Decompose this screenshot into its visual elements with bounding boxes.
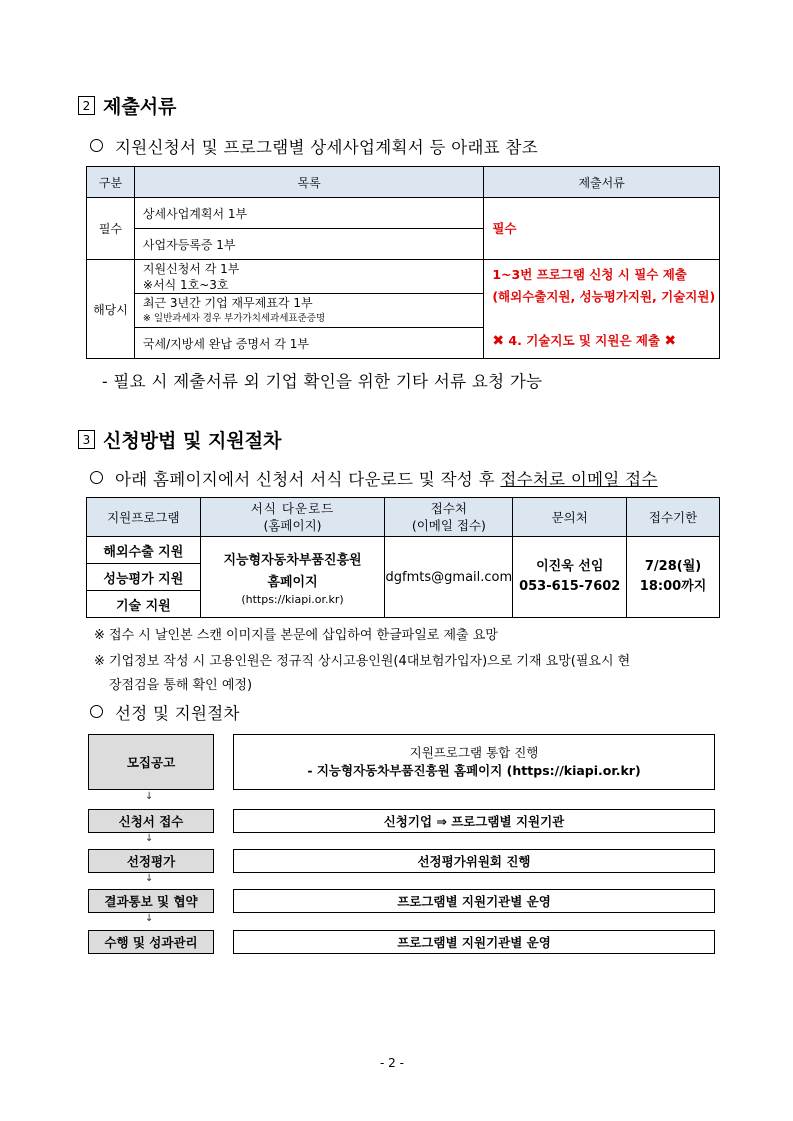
submission-applicable: 1~3번 프로그램 신청 시 필수 제출 (해외수출지원, 성능평가지원, 기술지원) ✖ 4. 기술지도 및 지원은 제출 ✖ xyxy=(484,260,720,359)
section-2-bullet: 지원신청서 및 프로그램별 상세사업계획서 등 아래표 참조 xyxy=(90,134,538,158)
flow-step-notification: 결과통보 및 협약 xyxy=(88,889,214,913)
email-cell[interactable]: dgfmts@gmail.com xyxy=(385,537,513,618)
flow-desc-evaluation: 선정평가위원회 진행 xyxy=(233,849,715,873)
bullet-circle-icon xyxy=(90,705,103,718)
table-header-row xyxy=(87,167,720,198)
list-item: 지원신청서 각 1부 ※서식 1호~3호 xyxy=(134,260,483,294)
flow-step-performance: 수행 및 성과관리 xyxy=(88,930,214,954)
list-item: 상세사업계획서 1부 xyxy=(134,198,483,229)
section-number-box: 3 xyxy=(78,430,95,449)
arrow-down-icon: ↓ xyxy=(145,873,154,884)
header-list: 목록 xyxy=(134,167,483,198)
page-number: - 2 - xyxy=(380,1056,404,1070)
table-row xyxy=(87,198,720,229)
flow-step-application: 신청서 접수 xyxy=(88,809,214,833)
table-header-row xyxy=(87,498,720,537)
flow-desc-application: 신청기업 ⇒ 프로그램별 지원기관 xyxy=(233,809,715,833)
flow-desc-announcement: 지원프로그램 통합 진행 - 지능형자동차부품진흥원 홈페이지 (https://kiapi.or.kr) xyxy=(233,734,715,790)
category-required: 필수 xyxy=(87,198,135,260)
header-submission: 제출서류 xyxy=(484,167,720,198)
homepage-link[interactable]: (https://kiapi.or.kr) xyxy=(241,592,344,606)
section-title-text: 신청방법 및 지원절차 xyxy=(103,430,282,452)
header-download: 서식 다운로드 (홈페이지) xyxy=(200,498,385,537)
note-2: ※ 기업정보 작성 시 고용인원은 정규직 상시고용인원(4대보험가입자)으로 기재 요망(필요시 현 장점검을 통해 확인 예정) xyxy=(94,654,631,693)
header-program: 지원프로그램 xyxy=(87,498,201,537)
bullet-circle-icon xyxy=(90,471,103,484)
x-mark-icon: ✖ xyxy=(664,333,677,349)
contact-cell: 이진욱 선임 053-615-7602 xyxy=(513,537,627,618)
flow-step-evaluation: 선정평가 xyxy=(88,849,214,873)
arrow-down-icon: ↓ xyxy=(145,913,154,924)
flow-desc-performance: 프로그램별 지원기관별 운영 xyxy=(233,930,715,954)
section-3-title xyxy=(78,426,281,453)
header-contact: 문의처 xyxy=(513,498,627,537)
download-cell: 지능형자동차부품진흥원 홈페이지 (https://kiapi.or.kr) xyxy=(200,537,385,618)
table-row xyxy=(87,260,720,294)
category-applicable: 해당시 xyxy=(87,260,135,359)
deadline-cell: 7/28(월) 18:00까지 xyxy=(627,537,720,618)
program-cell: 기술 지원 xyxy=(87,591,201,618)
bullet-circle-icon xyxy=(90,139,103,152)
section-number-box: 2 xyxy=(78,96,95,115)
header-receipt: 접수처 (이메일 접수) xyxy=(385,498,513,537)
list-item: 사업자등록증 1부 xyxy=(134,229,483,260)
documents-table xyxy=(86,166,720,359)
arrow-down-icon: ↓ xyxy=(145,833,154,844)
list-item: 최근 3년간 기업 재무제표각 1부 ※ 일반과세자 경우 부가가치세과세표준증명 xyxy=(134,294,483,328)
program-cell: 해외수출 지원 xyxy=(87,537,201,564)
section-2-footnote: - 필요 시 제출서류 외 기업 확인을 위한 기타 서류 요청 가능 xyxy=(102,372,543,391)
table-row xyxy=(87,537,720,564)
section-title-text: 제출서류 xyxy=(103,96,177,118)
header-deadline: 접수기한 xyxy=(627,498,720,537)
note-1: ※ 접수 시 날인본 스캔 이미지를 본문에 삽입하여 한글파일로 제출 요망 xyxy=(94,628,498,643)
flow-step-announcement: 모집공고 xyxy=(88,734,214,790)
arrow-down-icon: ↓ xyxy=(145,791,154,802)
section-3-bullet-2: 선정 및 지원절차 xyxy=(90,700,240,724)
list-item: 국세/지방세 완납 증명서 각 1부 xyxy=(134,328,483,359)
program-cell: 성능평가 지원 xyxy=(87,564,201,591)
flow-desc-notification: 프로그램별 지원기관별 운영 xyxy=(233,889,715,913)
submission-required: 필수 xyxy=(484,198,720,260)
application-table xyxy=(86,497,720,618)
section-3-bullet: 아래 홈페이지에서 신청서 서식 다운로드 및 작성 후 접수처로 이메일 접수 xyxy=(90,466,658,490)
x-mark-icon: ✖ xyxy=(492,333,505,349)
header-category: 구분 xyxy=(87,167,135,198)
section-2-title xyxy=(78,92,176,119)
